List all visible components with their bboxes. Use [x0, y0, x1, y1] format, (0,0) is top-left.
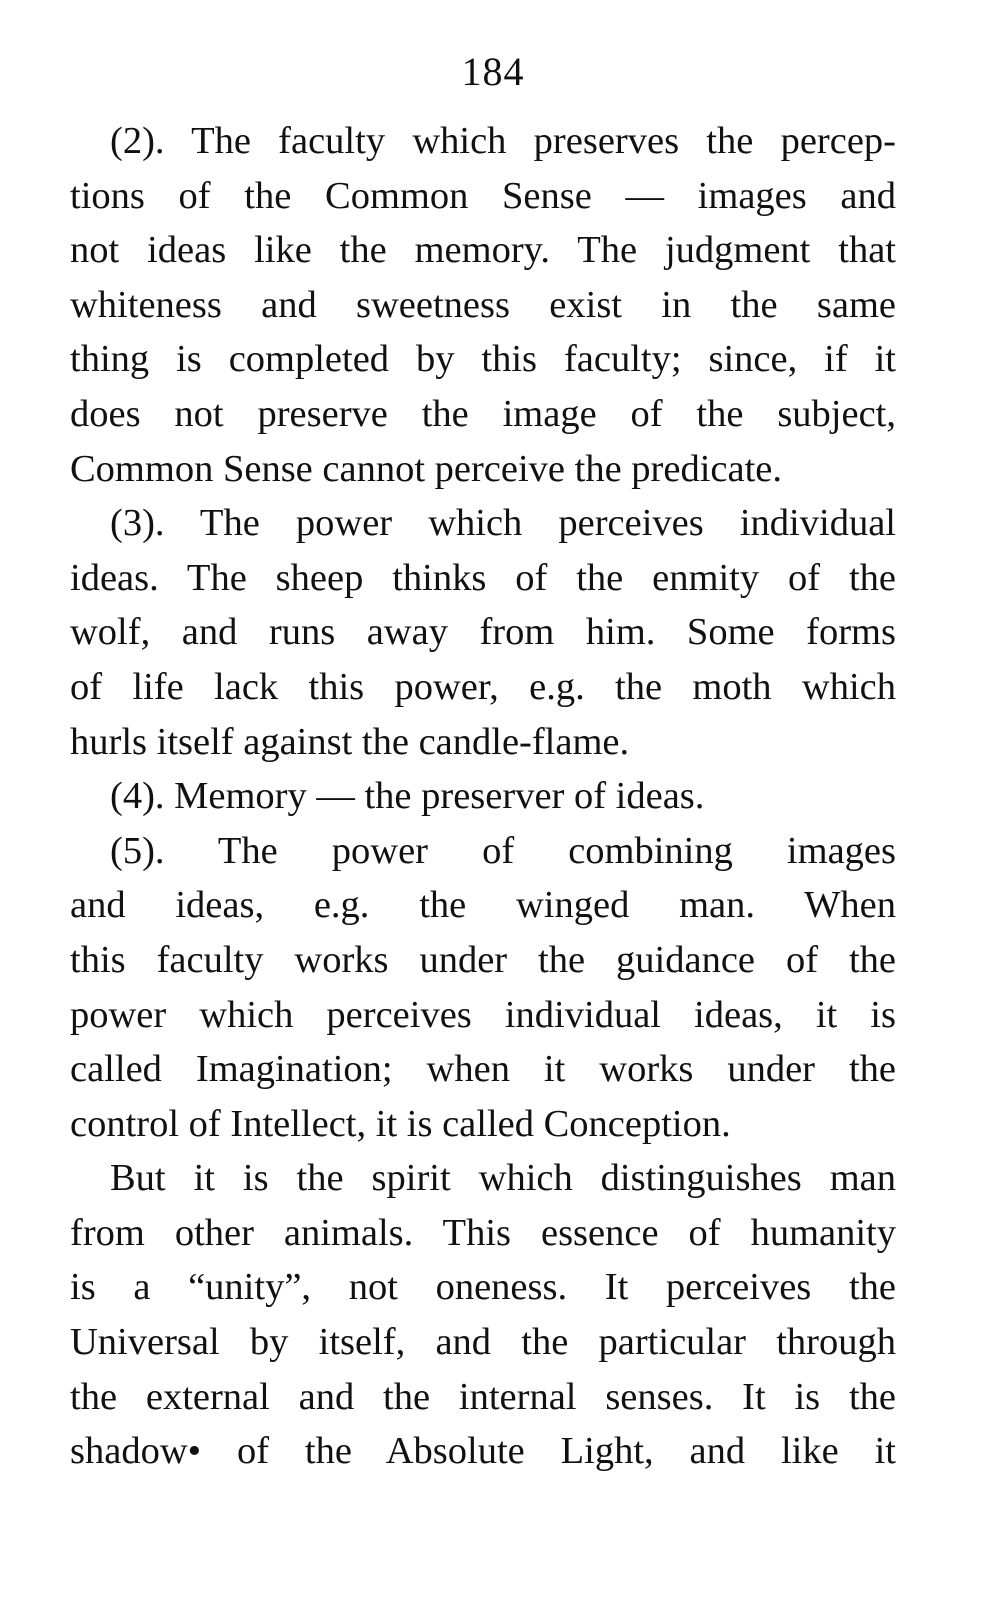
text-line: control of Intellect, it is called Conception. [70, 1102, 731, 1145]
paragraph-5 [70, 824, 896, 1152]
text-line: this faculty works under the guidance of the [70, 938, 896, 981]
text-line: called Imagination; when it works under the [70, 1048, 896, 1091]
text-line: does not preserve the image of the subject, [70, 392, 896, 435]
text-line: (2). The faculty which preserves the percep- [110, 120, 896, 162]
text-line: Common Sense cannot perceive the predicate. [70, 447, 782, 490]
text-line: of life lack this power, e.g. the moth which [70, 665, 896, 708]
paragraph-4 [70, 769, 896, 824]
text-line: But it is the spirit which distinguishes man [110, 1157, 896, 1200]
text-line: (5). The power of combining images [110, 829, 896, 872]
text-line: thing is completed by this faculty; since, if it [70, 338, 896, 381]
text-line: from other animals. This essence of humanity [70, 1211, 896, 1254]
text-line: (4). Memory — the preserver of ideas. [110, 775, 705, 818]
body-text [70, 114, 896, 1479]
text-line: is a “unity”, not oneness. It perceives the [70, 1266, 896, 1309]
text-line: tions of the Common Sense — images and [70, 174, 896, 217]
text-line: power which perceives individual ideas, it is [70, 993, 896, 1036]
text-line: Universal by itself, and the particular through [70, 1321, 896, 1364]
page-number: 184 [461, 49, 525, 94]
paragraph-3 [70, 496, 896, 769]
text-line: wolf, and runs away from him. Some forms [70, 611, 896, 654]
text-line: ideas. The sheep thinks of the enmity of the [70, 556, 896, 599]
text-line: the external and the internal senses. It is the [70, 1375, 896, 1418]
paragraph-2 [70, 114, 896, 496]
text-line: not ideas like the memory. The judgment that [70, 229, 896, 272]
paragraph-spirit [70, 1151, 896, 1479]
text-line: whiteness and sweetness exist in the same [70, 283, 896, 326]
text-line: shadow• of the Absolute Light, and like it [70, 1430, 896, 1473]
text-line: (3). The power which perceives individual [110, 502, 896, 545]
text-line: and ideas, e.g. the winged man. When [70, 884, 896, 927]
text-line: hurls itself against the candle-flame. [70, 720, 630, 763]
